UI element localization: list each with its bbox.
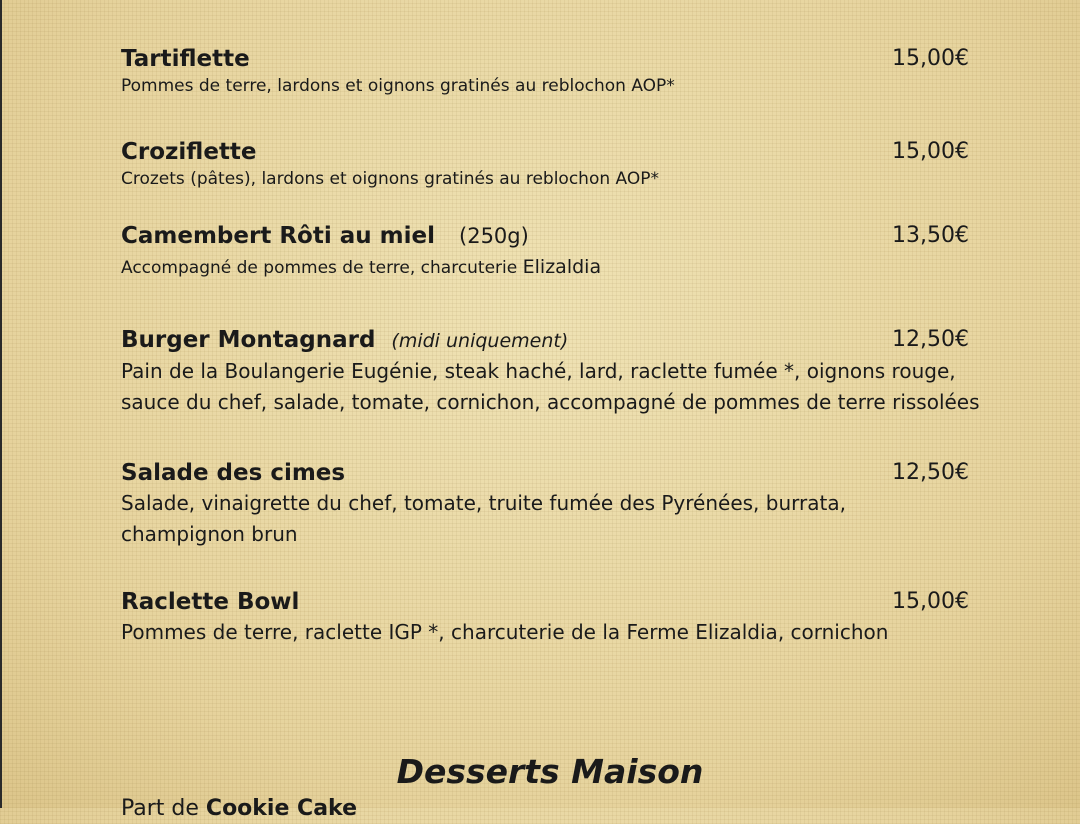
item-description-line: sauce du chef, salade, tomate, cornichon, accompagné de pommes de terre rissolées xyxy=(121,390,980,414)
item-name: Burger Montagnard xyxy=(121,327,376,353)
item-name: Croziflette xyxy=(121,139,257,165)
item-name: Cookie Cake xyxy=(205,796,357,821)
item-price: 12,50€ xyxy=(892,460,969,485)
item-description-supplier: Elizaldia xyxy=(522,256,602,278)
item-note: (midi uniquement) xyxy=(391,330,569,352)
menu-item-tartiflette xyxy=(121,44,980,98)
item-name: Salade des cimes xyxy=(121,460,346,486)
item-name: Camembert Rôti au miel xyxy=(121,223,435,249)
item-name: Raclette Bowl xyxy=(121,589,300,615)
menu-item-salade xyxy=(121,458,980,550)
item-description: Pommes de terre, lardons et oignons gratinés au reblochon AOP* xyxy=(121,76,675,96)
menu-item-burger xyxy=(121,325,980,418)
item-price: 15,00€ xyxy=(892,139,969,164)
item-description-line: Salade, vinaigrette du chef, tomate, truite fumée des Pyrénées, burrata, xyxy=(121,491,846,515)
item-description-line: Pommes de terre, raclette IGP *, charcuterie de la Ferme Elizaldia, cornichon xyxy=(121,620,889,644)
item-price: 12,50€ xyxy=(892,327,969,352)
item-description-line: champignon brun xyxy=(121,522,298,546)
item-name: Tartiflette xyxy=(121,46,250,72)
menu-item-cookie-cake xyxy=(121,794,357,824)
item-price: 15,00€ xyxy=(892,589,969,614)
menu-item-camembert xyxy=(121,221,980,280)
item-description: Accompagné de pommes de terre, charcuterie xyxy=(121,258,523,278)
menu-item-raclette-bowl xyxy=(121,587,980,648)
item-prefix: Part de xyxy=(121,796,206,821)
page-border xyxy=(0,0,2,808)
section-title-desserts: Desserts Maison xyxy=(396,752,704,791)
item-note: (250g) xyxy=(459,224,529,248)
item-description-line: Pain de la Boulangerie Eugénie, steak haché, lard, raclette fumée *, oignons rouge, xyxy=(121,359,956,383)
item-price: 15,00€ xyxy=(892,46,969,71)
item-price: 13,50€ xyxy=(892,223,969,248)
menu-item-croziflette xyxy=(121,137,980,191)
item-description: Crozets (pâtes), lardons et oignons gratinés au reblochon AOP* xyxy=(121,169,659,189)
